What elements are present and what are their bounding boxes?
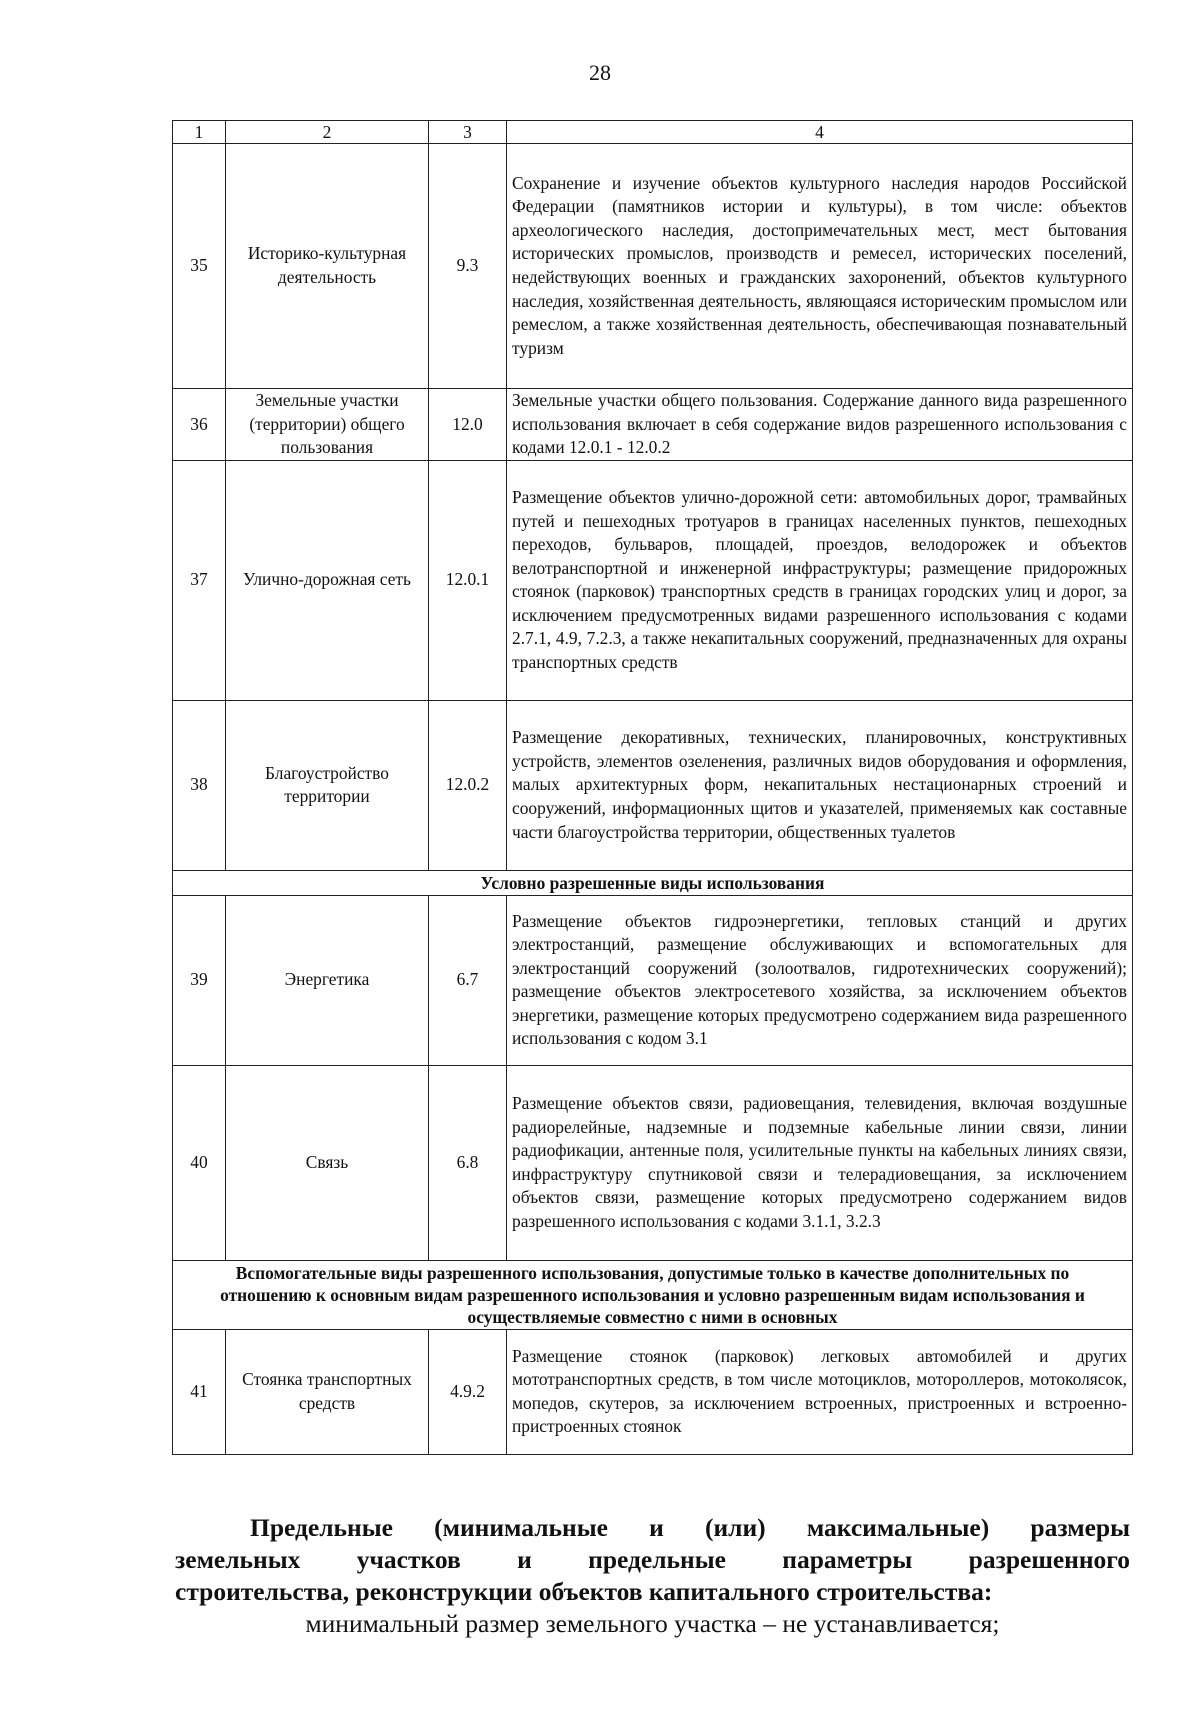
header-cell: 2	[226, 121, 429, 144]
row-number: 40	[173, 1065, 226, 1260]
row-number: 38	[173, 700, 226, 870]
use-description: Размещение декоративных, технических, планировочных, конструктивных устройств, элементов озеленения, различных видов оборудования и оформления, малых архитектурных форм, некапитальных нестационарных строений и сооружений, информационных щитов и указателей, применяемых как составные части благоустройства территории, общественных туалетов	[507, 700, 1133, 870]
table-row	[173, 700, 1133, 870]
section-heading-conditional: Условно разрешенные виды использования	[173, 870, 1133, 895]
use-code: 12.0.1	[429, 460, 507, 700]
land-use-table	[172, 120, 1133, 1455]
row-number: 41	[173, 1329, 226, 1454]
row-number: 37	[173, 460, 226, 700]
header-cell: 4	[507, 121, 1133, 144]
header-cell: 1	[173, 121, 226, 144]
section-heading-auxiliary: Вспомогательные виды разрешенного использования, допустимые только в качестве дополнительных по отношению к основным видам разрешенного использования и условно разрешенным видам использования и осуществляемые совместно с ними в основных	[173, 1260, 1133, 1329]
use-name: Стоянка транспортных средств	[226, 1329, 429, 1454]
table-row	[173, 1065, 1133, 1260]
page-number: 28	[589, 60, 611, 85]
use-code: 12.0	[429, 389, 507, 461]
table-row	[173, 144, 1133, 389]
use-code: 9.3	[429, 144, 507, 389]
table-row	[173, 895, 1133, 1065]
table-row	[173, 1329, 1133, 1454]
footer-text	[175, 1512, 1130, 1640]
section-heading-row	[173, 1260, 1133, 1329]
use-code: 6.8	[429, 1065, 507, 1260]
use-code: 6.7	[429, 895, 507, 1065]
use-description: Размещение объектов улично-дорожной сети: автомобильных дорог, трамвайных путей и пешеходных тротуаров в границах населенных пунктов, пешеходных переходов, бульваров, площадей, проездов, велодорожек и объектов велотранспортной и инженерной инфраструктуры; размещение придорожных стоянок (парковок) транспортных средств в границах городских улиц и дорог, за исключением предусмотренных видами разрешенного использования с кодами 2.7.1, 4.9, 7.2.3, а также некапитальных сооружений, предназначенных для охраны транспортных средств	[507, 460, 1133, 700]
table-row	[173, 460, 1133, 700]
table-header-row	[173, 121, 1133, 144]
use-description: Размещение объектов гидроэнергетики, тепловых станций и других электростанций, размещение обслуживающих и вспомогательных для электростанций сооружений (золоотвалов, гидротехнических сооружений); размещение объектов электросетевого хозяйства, за исключением объектов энергетики, размещение которых предусмотрено содержанием вида разрешенного использования с кодом 3.1	[507, 895, 1133, 1065]
footer-heading-line: Предельные (минимальные и (или) максимальные) размеры	[250, 1513, 1130, 1542]
use-description: Размещение стоянок (парковок) легковых автомобилей и других мототранспортных средств, в том числе мотоциклов, мотороллеров, мотоколясок, мопедов, скутеров, за исключением встроенных, пристроенных и встроенно-пристроенных стоянок	[507, 1329, 1133, 1454]
use-description: Земельные участки общего пользования. Содержание данного вида разрешенного использования включает в себя содержание видов разрешенного использования с кодами 12.0.1 - 12.0.2	[507, 389, 1133, 461]
row-number: 39	[173, 895, 226, 1065]
use-name: Улично-дорожная сеть	[226, 460, 429, 700]
header-cell: 3	[429, 121, 507, 144]
use-code: 4.9.2	[429, 1329, 507, 1454]
footer-heading-line: строительства, реконструкции объектов капитального строительства:	[175, 1577, 993, 1606]
use-name: Историко-культурная деятельность	[226, 144, 429, 389]
use-name: Связь	[226, 1065, 429, 1260]
use-code: 12.0.2	[429, 700, 507, 870]
table-row	[173, 389, 1133, 461]
use-description: Размещение объектов связи, радиовещания, телевидения, включая воздушные радиорелейные, надземные и подземные кабельные линии связи, линии радиофикации, антенные поля, усилительные пункты на кабельных линиях связи, инфраструктуру спутниковой связи и телерадиовещания, за исключением объектов связи, размещение которых предусмотрено содержанием видов разрешенного использования с кодами 3.1.1, 3.2.3	[507, 1065, 1133, 1260]
footer-heading-line: земельных участков и предельные параметры разрешенного	[175, 1545, 1130, 1574]
section-heading-row	[173, 870, 1133, 895]
use-name: Энергетика	[226, 895, 429, 1065]
row-number: 36	[173, 389, 226, 461]
use-name: Благоустройство территории	[226, 700, 429, 870]
use-name: Земельные участки (территории) общего пользования	[226, 389, 429, 461]
use-description: Сохранение и изучение объектов культурного наследия народов Российской Федерации (памятников истории и культуры), в том числе: объектов археологического наследия, достопримечательных мест, мест бытования исторических промыслов, производств и ремесел, исторических поселений, недействующих военных и гражданских захоронений, объектов культурного наследия, хозяйственная деятельность, являющаяся историческим промыслом или ремеслом, а также хозяйственная деятельность, обеспечивающая познавательный туризм	[507, 144, 1133, 389]
row-number: 35	[173, 144, 226, 389]
footer-paragraph: минимальный размер земельного участка – не устанавливается;	[305, 1609, 1000, 1638]
